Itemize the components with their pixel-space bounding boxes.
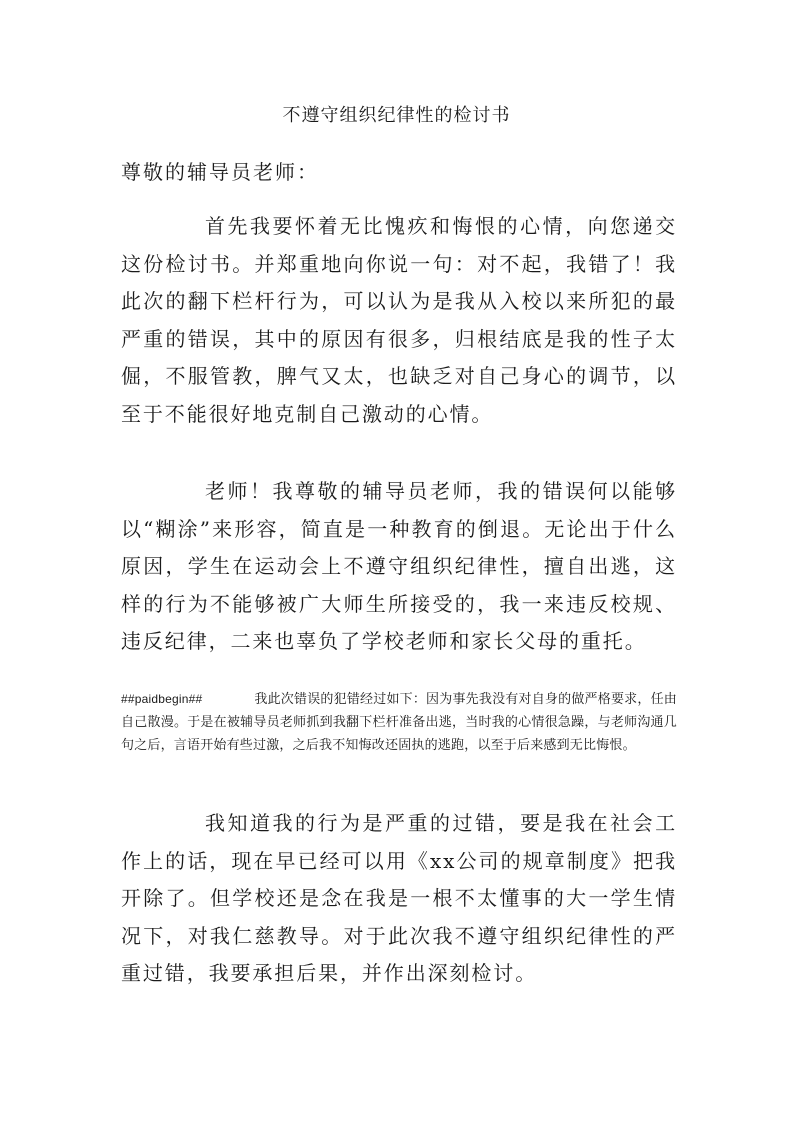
paragraph-mistake: 老师！我尊敬的辅导员老师，我的错误何以能够以“糊涂”来形容，简直是一种教育的倒退。无论出于什么原因，学生在运动会上不遵守组织纪律性，擅自出逃，这样的行为不能够被广大师生所接受的，我一来违反校规、违反纪律，二来也辜负了学校老师和家长父母的重托。	[121, 479, 677, 653]
paid-marker: ##paidbegin##	[121, 692, 203, 706]
paragraph-apology: 首先我要怀着无比愧疚和悔恨的心情，向您递交这份检讨书。并郑重地向你说一句：对不起，我错了！我此次的翻下栏杆行为，可以认为是我从入校以来所犯的最严重的错误，其中的原因有很多，归根结底是我的性子太倔，不服管教，脾气又太，也缺乏对自己身心的调节，以至于不能很好地克制自己激动的心情。	[121, 214, 677, 426]
paragraph-conclusion: 我知道我的行为是严重的过错，要是我在社会工作上的话，现在早已经可以用《xx公司的规章制度》把我开除了。但学校还是念在我是一根不太懂事的大一学生情况下，对我仁慈教导。对于此次我不遵守组织纪律性的严重过错，我要承担后果，并作出深刻检讨。	[121, 811, 677, 985]
document-title: 不遵守组织纪律性的检讨书	[282, 105, 511, 126]
paid-paragraph-text: 我此次错误的犯错经过如下：因为事先我没有对自身的做严格要求，任由自己散漫。于是在被辅导员老师抓到我翻下栏杆准备出逃，当时我的心情很急躁，与老师沟通几句之后，言语开始有些过激，之后我不知悔改还固执的逃跑，以至于后来感到无比悔恨。	[121, 692, 677, 753]
salutation: 尊敬的辅导员老师：	[121, 160, 319, 184]
paid-paragraph	[121, 688, 677, 757]
